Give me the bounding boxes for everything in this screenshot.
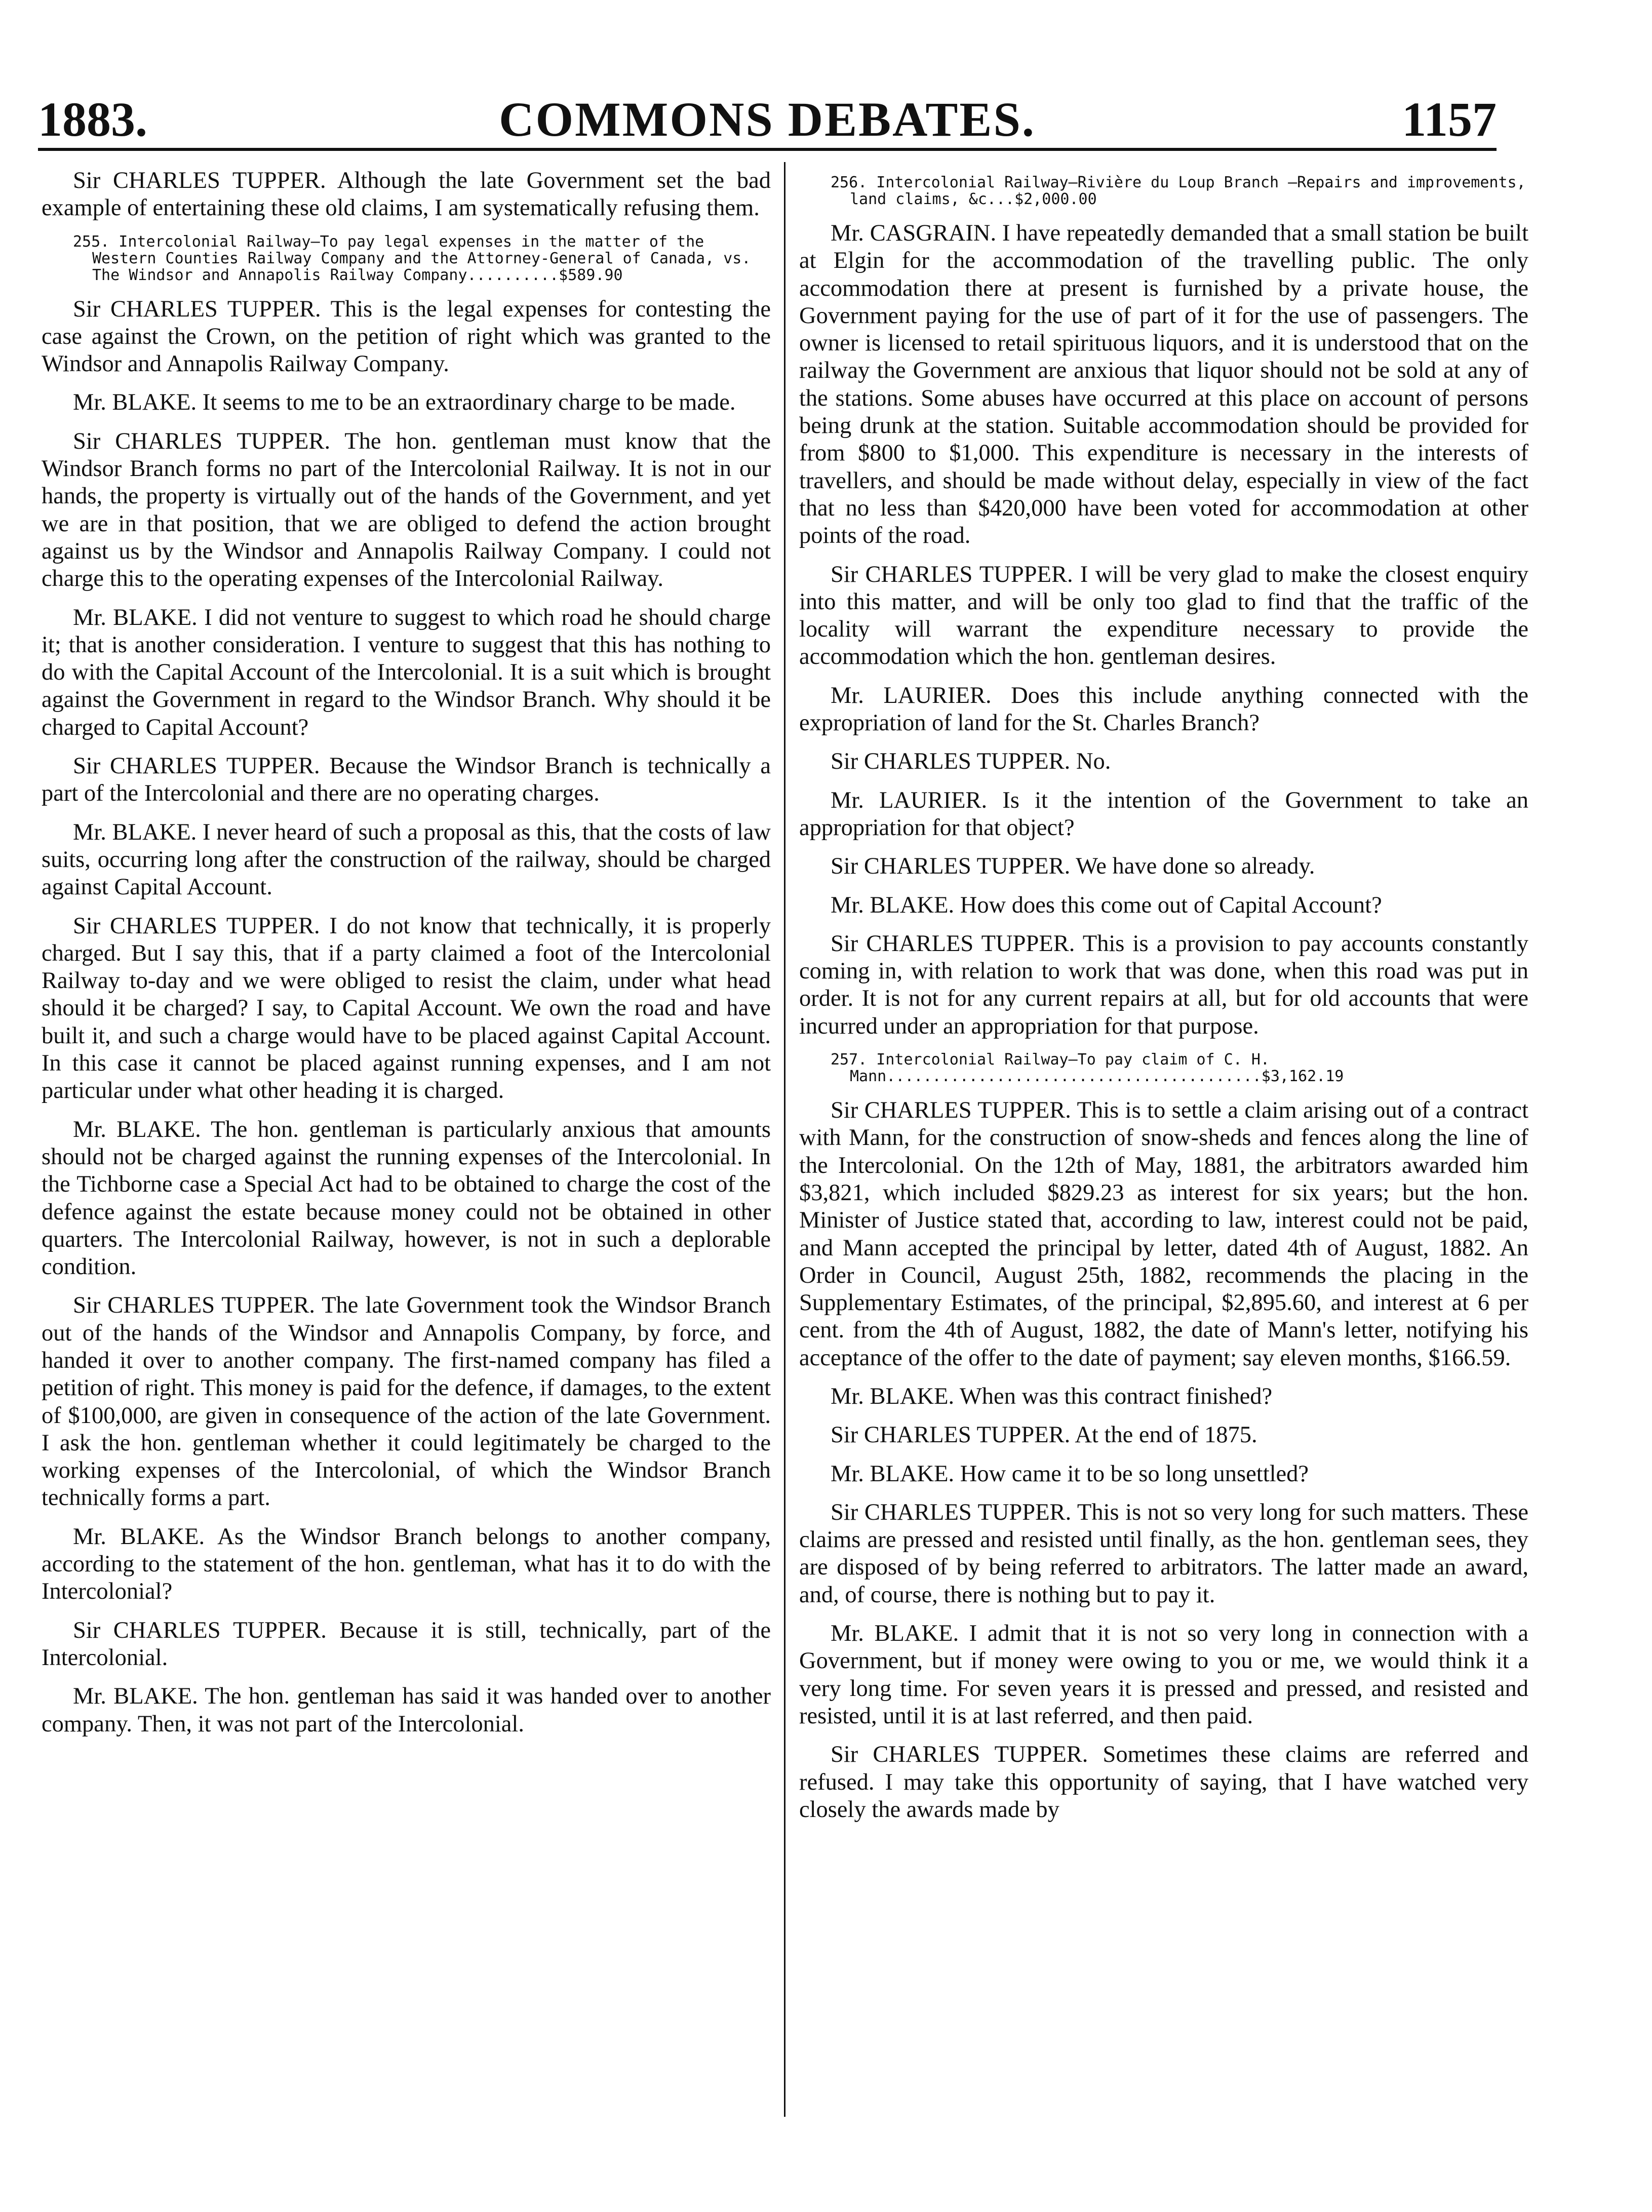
speech-paragraph: Sir CHARLES TUPPER. Because the Windsor Branch is technically a part of the Intercolonial and there are no operating charges. — [42, 753, 771, 807]
right-column — [799, 167, 1528, 1835]
speech-paragraph: Sir CHARLES TUPPER. I will be very glad to make the closest enquiry into this matter, and will be only too glad to find that the traffic of the locality will warrant the expenditure necessary to provide the accommodation which the hon. gentleman desires. — [799, 561, 1528, 670]
speech-paragraph: Sir CHARLES TUPPER. The late Government took the Windsor Branch out of the hands of the Windsor and Annapolis Company, by force, and handed it over to another company. The first-named company has filed a petition of right. This money is paid for the defence, if damages, to the extent of $100,000, are given in consequence of the action of the late Government. I ask the hon. gentleman whether it could legitimately be charged to the working expenses of the Intercolonial, of which the Windsor Branch technically forms a part. — [42, 1292, 771, 1511]
header-title: COMMONS DEBATES. — [499, 92, 1036, 146]
speech-paragraph: Sir CHARLES TUPPER. This is the legal expenses for contesting the case against the Crown, on the petition of right which was granted to the Windsor and Annapolis Railway Company. — [42, 296, 771, 377]
column-divider — [784, 162, 785, 2117]
speech-paragraph: Sir CHARLES TUPPER. Because it is still, technically, part of the Intercolonial. — [42, 1617, 771, 1671]
page-header — [38, 91, 1497, 152]
speech-paragraph: Sir CHARLES TUPPER. The hon. gentleman must know that the Windsor Branch forms no part of the Intercolonial Railway. It is not in our hands, the property is virtually out of the hands of the Government, and yet we are in that position, that we are obliged to defend the action brought against us by the Windsor and Annapolis Railway Company. I could not charge this to the operating expenses of the Intercolonial Railway. — [42, 428, 771, 592]
speech-paragraph: Mr. CASGRAIN. I have repeatedly demanded that a small station be built at Elgin for the accommodation of the travelling public. The only accommodation there at present is furnished by a private house, the Government paying for the use of part of it for the use of passengers. The owner is licensed to retail spirituous liquors, and it is understood that on the railway the Government are anxious that liquor should not be sold at any of the stations. Some abuses have occurred at this place on account of persons being drunk at the station. Suitable accommodation should be provided for from $800 to $1,000. This expenditure is necessary in the interests of travellers, and should be made without delay, especially in view of the fact that no less than $420,000 have been voted for accommodation at other points of the road. — [799, 220, 1528, 549]
speech-paragraph: Mr. BLAKE. As the Windsor Branch belongs to another company, according to the statement of the hon. gentleman, what has it to do with the Intercolonial? — [42, 1523, 771, 1605]
speech-paragraph: Mr. BLAKE. The hon. gentleman has said it was handed over to another company. Then, it was not part of the Intercolonial. — [42, 1683, 771, 1737]
estimate-item: 255. Intercolonial Railway—To pay legal expenses in the matter of the Western Counties Railway Company and the Attorney-General of Canada, vs. The Windsor and Annapolis Railway Company..........$589.90 — [73, 232, 751, 284]
speech-paragraph: Sir CHARLES TUPPER. I do not know that technically, it is properly charged. But I say this, that if a party claimed a foot of the Intercolonial Railway to-day and we were obliged to resist the claim, under what head should it be charged? I say, to Capital Account. We own the road and have built it, and such a charge would have to be placed against Capital Account. In this case it cannot be placed against running expenses, and I am not particular under what other heading it is charged. — [42, 913, 771, 1104]
speech-paragraph: Sir CHARLES TUPPER. This is to settle a claim arising out of a contract with Mann, for the construction of snow-sheds and fences along the line of the Intercolonial. On the 12th of May, 1881, the arbitrators awarded him $3,821, which included $829.23 as interest for six years; but the hon. Minister of Justice stated that, according to law, interest could not be paid, and Mann accepted the principal by letter, dated 4th of August, 1882. An Order in Council, August 25th, 1882, recommends the placing in the Supplementary Estimates, of the principal, $2,895.60, and interest at 6 per cent. from the 4th of August, 1882, the date of Mann's letter, notifying his acceptance of the offer to the date of payment; say eleven months, $166.59. — [799, 1097, 1528, 1371]
header-page-number: 1157 — [1402, 92, 1497, 146]
speech-paragraph: Mr. BLAKE. How does this come out of Capital Account? — [831, 892, 1382, 918]
speech-paragraph: Mr. BLAKE. I admit that it is not so very long in connection with a Government, but if money were owing to you or me, we would think it a very long time. For seven years it is pressed and pressed, and resisted and resisted, until it is at last referred, and then paid. — [799, 1621, 1528, 1729]
estimate-item: 257. Intercolonial Railway—To pay claim of C. H. Mann.........................................$3,162.19 — [831, 1051, 1344, 1086]
speech-paragraph: Sir CHARLES TUPPER. At the end of 1875. — [831, 1422, 1257, 1448]
speech-paragraph: Mr. BLAKE. The hon. gentleman is particularly anxious that amounts should not be charged against the running expenses of the Intercolonial. In the Tichborne case a Special Act had to be obtained to charge the cost of the defence against the estate because money could not be obtained in other quarters. The Intercolonial Railway, however, is not in such a deplorable condition. — [42, 1116, 771, 1280]
speech-paragraph: Mr. BLAKE. It seems to me to be an extraordinary charge to be made. — [73, 389, 736, 416]
left-column — [42, 167, 771, 1749]
speech-paragraph: Mr. LAURIER. Is it the intention of the Government to take an appropriation for that object? — [799, 787, 1528, 841]
speech-paragraph: Mr. BLAKE. I never heard of such a proposal as this, that the costs of law suits, occurring long after the construction of the railway, should be charged against Capital Account. — [42, 819, 771, 900]
speech-paragraph: Mr. LAURIER. Does this include anything connected with the expropriation of land for the St. Charles Branch? — [799, 682, 1528, 736]
speech-paragraph: Mr. BLAKE. I did not venture to suggest to which road he should charge it; that is another consideration. I venture to suggest that this has nothing to do with the Capital Account of the Intercolonial. It is a suit which is brought against the Government in regard to the Windsor Branch. Why should it be charged to Capital Account? — [42, 604, 771, 740]
speech-paragraph: Sir CHARLES TUPPER. Although the late Government set the bad example of entertaining these old claims, I am systematically refusing them. — [42, 168, 771, 221]
estimate-item: 256. Intercolonial Railway—Rivière du Loup Branch —Repairs and improvements, land claims, &c...$2,000.00 — [831, 174, 1526, 208]
speech-paragraph: Sir CHARLES TUPPER. No. — [831, 748, 1111, 775]
speech-paragraph: Mr. BLAKE. How came it to be so long unsettled? — [831, 1460, 1309, 1487]
speech-paragraph: Sir CHARLES TUPPER. We have done so already. — [831, 853, 1315, 880]
speech-paragraph: Sir CHARLES TUPPER. Sometimes these claims are referred and refused. I may take this opportunity of saying, that I have watched very closely the awards made by — [799, 1742, 1528, 1823]
speech-paragraph: Sir CHARLES TUPPER. This is a provision to pay accounts constantly coming in, with relation to work that was done, when this road was put in order. It is not for any current repairs at all, but for old accounts that were incurred under an appropriation for that purpose. — [799, 930, 1528, 1039]
header-year: 1883. — [38, 92, 147, 146]
header-rule — [38, 148, 1497, 151]
speech-paragraph: Sir CHARLES TUPPER. This is not so very long for such matters. These claims are pressed and resisted until finally, as the hon. gentleman sees, they are disposed of by being referred to arbitrators. The latter made an award, and, of course, there is nothing but to pay it. — [799, 1499, 1528, 1608]
speech-paragraph: Mr. BLAKE. When was this contract finished? — [831, 1383, 1273, 1409]
